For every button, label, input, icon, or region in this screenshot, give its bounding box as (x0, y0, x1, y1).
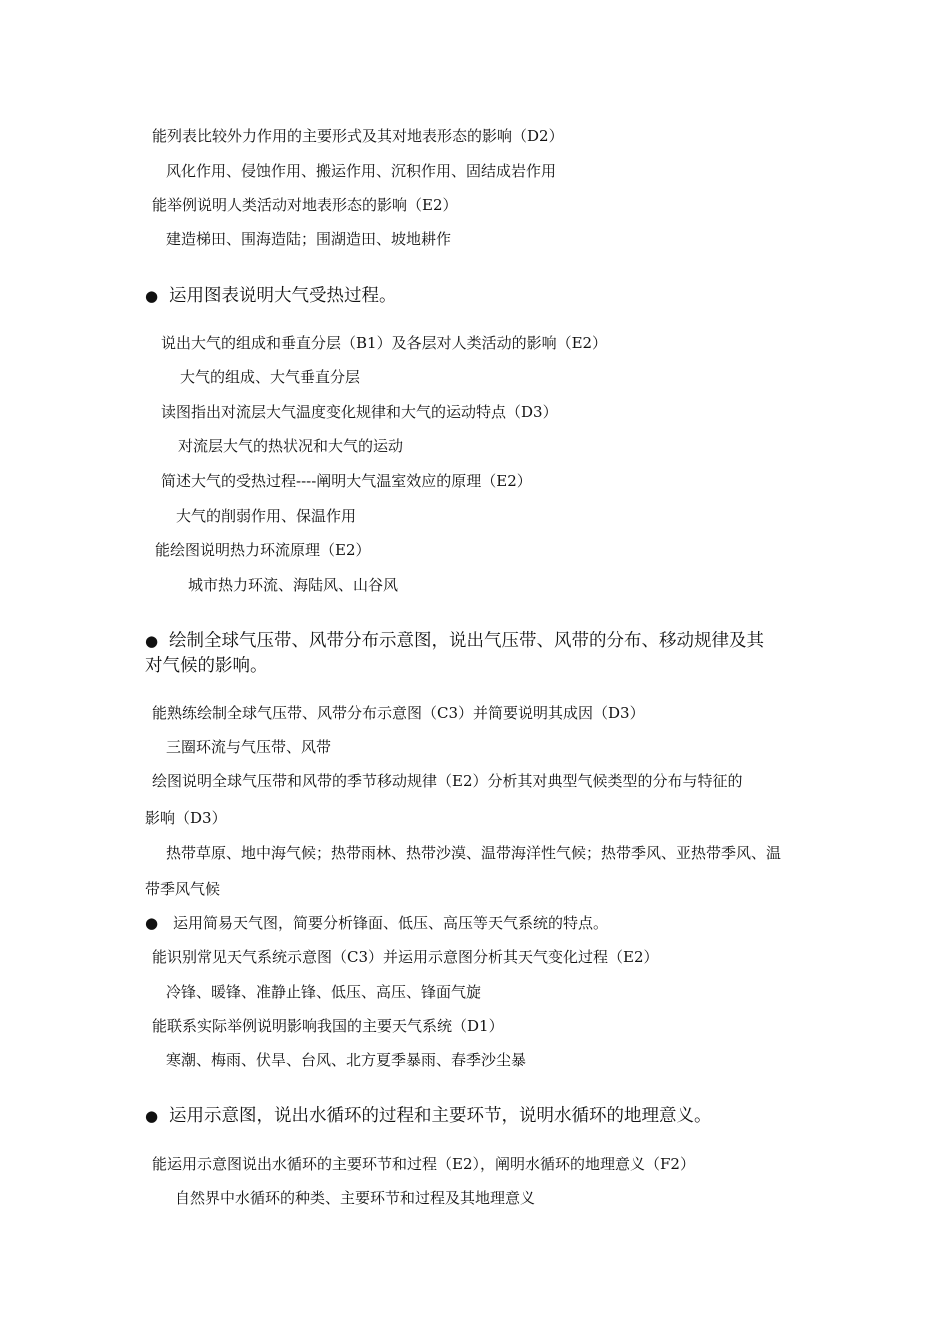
text-line: 大气的削弱作用、保温作用 (176, 507, 357, 525)
text-line: 冷锋、暖锋、准静止锋、低压、高压、锋面气旋 (166, 983, 482, 1001)
text-line: 能识别常见天气系统示意图（C3）并运用示意图分析其天气变化过程（E2） (152, 948, 659, 966)
text-line: 建造梯田、围海造陆；围湖造田、坡地耕作 (166, 230, 452, 248)
text-line: 能绘图说明热力环流原理（E2） (155, 541, 371, 559)
bullet-icon: ● (145, 632, 159, 650)
bullet-text: 运用图表说明大气受热过程。 (169, 286, 397, 306)
text-line: 能联系实际举例说明影响我国的主要天气系统（D1） (152, 1017, 504, 1035)
text-line: 自然界中水循环的种类、主要环节和过程及其地理意义 (175, 1189, 536, 1207)
bullet-text: 运用简易天气图，简要分析锋面、低压、高压等天气系统的特点。 (173, 914, 609, 932)
text-line: 能熟练绘制全球气压带、风带分布示意图（C3）并简要说明其成因（D3） (152, 704, 645, 722)
bullet-heading (145, 913, 608, 933)
bullet-heading (145, 1104, 712, 1128)
bullet-text: 运用示意图，说出水循环的过程和主要环节，说明水循环的地理意义。 (169, 1106, 712, 1126)
bullet-icon: ● (145, 287, 159, 305)
bullet-icon: ● (145, 914, 159, 932)
bullet-heading (145, 284, 397, 308)
text-line: 三圈环流与气压带、风带 (166, 738, 332, 756)
bullet-heading (145, 629, 764, 653)
text-line: 影响（D3） (145, 809, 227, 827)
bullet-text: 绘制全球气压带、风带分布示意图，说出气压带、风带的分布、移动规律及其 (169, 631, 764, 651)
text-line: 风化作用、侵蚀作用、搬运作用、沉积作用、固结成岩作用 (166, 162, 557, 180)
text-line: 寒潮、梅雨、伏旱、台风、北方夏季暴雨、春季沙尘暴 (166, 1051, 527, 1069)
text-line: 对流层大气的热状况和大气的运动 (178, 437, 404, 455)
text-line: 能举例说明人类活动对地表形态的影响（E2） (152, 196, 458, 214)
bullet-icon: ● (145, 1107, 159, 1125)
text-line: 绘图说明全球气压带和风带的季节移动规律（E2）分析其对典型气候类型的分布与特征的 (152, 772, 743, 790)
text-line: 大气的组成、大气垂直分层 (180, 368, 361, 386)
text-line: 带季风气候 (145, 880, 221, 898)
text-line: 读图指出对流层大气温度变化规律和大气的运动特点（D3） (161, 403, 558, 421)
text-line: 能运用示意图说出水循环的主要环节和过程（E2），阐明水循环的地理意义（F2） (152, 1155, 695, 1173)
bullet-continuation: 对气候的影响。 (145, 656, 268, 676)
text-line: 简述大气的受热过程----阐明大气温室效应的原理（E2） (161, 472, 532, 490)
text-line: 能列表比较外力作用的主要形式及其对地表形态的影响（D2） (152, 127, 564, 145)
text-line: 热带草原、地中海气候；热带雨林、热带沙漠、温带海洋性气候；热带季风、亚热带季风、温 (166, 844, 782, 862)
text-line: 说出大气的组成和垂直分层（B1）及各层对人类活动的影响（E2） (161, 334, 608, 352)
text-line: 城市热力环流、海陆风、山谷风 (188, 576, 399, 594)
